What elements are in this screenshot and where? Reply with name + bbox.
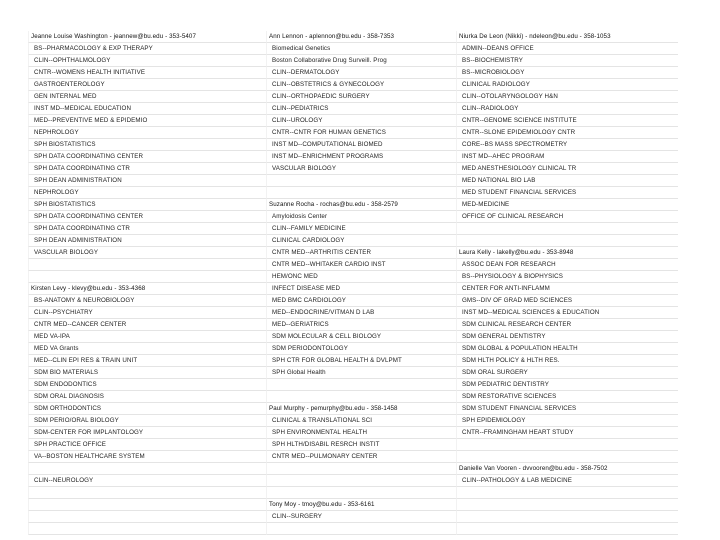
department-cell: MED ANESTHESIOLOGY CLINICAL TR [456, 163, 678, 175]
department-cell: CLIN--SURGERY [266, 511, 456, 523]
department-cell: MED BMC CARDIOLOGY [266, 295, 456, 307]
empty-cell [266, 175, 456, 187]
department-cell: CNTR MED--WHITAKER CARDIO INST [266, 259, 456, 271]
department-cell: MED-MEDICINE [456, 199, 678, 211]
department-cell: SDM ORAL DIAGNOSIS [28, 391, 266, 403]
empty-cell [28, 499, 266, 511]
department-cell: SDM PERIODONTOLOGY [266, 343, 456, 355]
department-cell: BS--PHARMACOLOGY & EXP THERAPY [28, 43, 266, 55]
empty-cell [28, 271, 266, 283]
department-cell: INST MD--MEDICAL SCIENCES & EDUCATION [456, 307, 678, 319]
empty-cell [456, 451, 678, 463]
department-cell: Boston Collaborative Drug Surveill. Prog [266, 55, 456, 67]
empty-cell [456, 223, 678, 235]
department-cell: SPH DATA COORDINATING CENTER [28, 211, 266, 223]
department-cell: CLINICAL & TRANSLATIONAL SCI [266, 415, 456, 427]
department-cell: MED--CLIN EPI RES & TRAIN UNIT [28, 355, 266, 367]
department-cell: BS--PHYSIOLOGY & BIOPHYSICS [456, 271, 678, 283]
department-cell: ADMIN--DEANS OFFICE [456, 43, 678, 55]
department-cell: SDM RESTORATIVE SCIENCES [456, 391, 678, 403]
department-cell: INST MD--AHEC PROGRAM [456, 151, 678, 163]
department-cell: SDM-CENTER FOR IMPLANTOLOGY [28, 427, 266, 439]
department-cell: INST MD--MEDICAL EDUCATION [28, 103, 266, 115]
department-cell: CLIN--OTOLARYNGOLOGY H&N [456, 91, 678, 103]
department-cell: MED--ENDOCRINE/VITMAN D LAB [266, 307, 456, 319]
empty-cell [266, 463, 456, 475]
department-cell: SDM GLOBAL & POPULATION HEALTH [456, 343, 678, 355]
department-cell: VASCULAR BIOLOGY [28, 247, 266, 259]
department-cell: SDM PERIO/ORAL BIOLOGY [28, 415, 266, 427]
department-cell: CLIN--OPHTHALMOLOGY [28, 55, 266, 67]
department-cell: SPH CTR FOR GLOBAL HEALTH & DVLPMT [266, 355, 456, 367]
department-cell: MED NATIONAL BIO LAB [456, 175, 678, 187]
empty-cell [266, 187, 456, 199]
department-cell: CLINICAL RADIOLOGY [456, 79, 678, 91]
contact-header: Laura Kelly - lakelly@bu.edu - 353-8948 [456, 247, 678, 259]
department-cell: CLIN--PEDIATRICS [266, 103, 456, 115]
department-cell: CNTR MED--CANCER CENTER [28, 319, 266, 331]
empty-cell [266, 523, 456, 535]
department-cell: VA--BOSTON HEALTHCARE SYSTEM [28, 451, 266, 463]
contact-grid [28, 31, 678, 535]
department-cell: SDM PEDIATRIC DENTISTRY [456, 379, 678, 391]
department-cell: Biomedical Genetics [266, 43, 456, 55]
department-cell: SPH DEAN ADMINISTRATION [28, 235, 266, 247]
department-cell: VASCULAR BIOLOGY [266, 163, 456, 175]
department-cell: CNTR--WOMENS HEALTH INITIATIVE [28, 67, 266, 79]
department-cell: MED--PREVENTIVE MED & EPIDEMIO [28, 115, 266, 127]
department-cell: CLIN--PATHOLOGY & LAB MEDICINE [456, 475, 678, 487]
department-cell: CNTR--GENOME SCIENCE INSTITUTE [456, 115, 678, 127]
empty-cell [456, 235, 678, 247]
empty-cell [266, 391, 456, 403]
department-cell: NEPHROLOGY [28, 187, 266, 199]
contact-header: Tony Moy - tmoy@bu.edu - 353-6161 [266, 499, 456, 511]
department-cell: INST MD--COMPUTATIONAL BIOMED [266, 139, 456, 151]
department-cell: CNTR MED--ARTHRITIS CENTER [266, 247, 456, 259]
empty-cell [28, 259, 266, 271]
department-cell: SPH HLTH/DISABIL RESRCH INSTIT [266, 439, 456, 451]
department-cell: BS-ANATOMY & NEUROBIOLOGY [28, 295, 266, 307]
department-cell: CLIN--UROLOGY [266, 115, 456, 127]
department-cell: SPH ENVIRONMENTAL HEALTH [266, 427, 456, 439]
department-cell: INST MD--ENRICHMENT PROGRAMS [266, 151, 456, 163]
department-cell: CNTR--SLONE EPIDEMIOLOGY CNTR [456, 127, 678, 139]
department-cell: ASSOC DEAN FOR RESEARCH [456, 259, 678, 271]
department-cell: GEN INTERNAL MED [28, 91, 266, 103]
department-cell: INFECT DISEASE MED [266, 283, 456, 295]
empty-cell [456, 511, 678, 523]
empty-cell [28, 463, 266, 475]
department-cell: HEM/ONC MED [266, 271, 456, 283]
department-cell: MED VA-IPA [28, 331, 266, 343]
department-cell: GMS--DIV OF GRAD MED SCIENCES [456, 295, 678, 307]
department-cell: SDM CLINICAL RESEARCH CENTER [456, 319, 678, 331]
department-cell: SDM MOLECULAR & CELL BIOLOGY [266, 331, 456, 343]
department-cell: SDM BIO MATERIALS [28, 367, 266, 379]
contact-header: Jeanne Louise Washington - jeannew@bu.edu - 353-5407 [28, 31, 266, 43]
department-cell: SPH DATA COORDINATING CTR [28, 223, 266, 235]
contact-header: Ann Lennon - aplennon@bu.edu - 358-7353 [266, 31, 456, 43]
department-cell: CLIN--FAMILY MEDICINE [266, 223, 456, 235]
department-cell: SPH Global Health [266, 367, 456, 379]
department-cell: CLIN--NEUROLOGY [28, 475, 266, 487]
department-cell: SPH DATA COORDINATING CTR [28, 163, 266, 175]
department-cell: SPH DEAN ADMINISTRATION [28, 175, 266, 187]
empty-cell [266, 487, 456, 499]
department-cell: OFFICE OF CLINICAL RESEARCH [456, 211, 678, 223]
contact-header: Niurka De Leon (Nikki) - ndeleon@bu.edu - 358-1053 [456, 31, 678, 43]
department-cell: SDM STUDENT FINANCIAL SERVICES [456, 403, 678, 415]
contact-header: Paul Murphy - pemurphy@bu.edu - 358-1458 [266, 403, 456, 415]
department-cell: SPH DATA COORDINATING CENTER [28, 151, 266, 163]
department-cell: CLIN--OBSTETRICS & GYNECOLOGY [266, 79, 456, 91]
contact-header: Danielle Van Vooren - dvvooren@bu.edu - 358-7502 [456, 463, 678, 475]
empty-cell [28, 487, 266, 499]
department-cell: CNTR MED--PULMONARY CENTER [266, 451, 456, 463]
contact-header: Kirsten Levy - klevy@bu.edu - 353-4368 [28, 283, 266, 295]
department-cell: CLIN--ORTHOPAEDIC SURGERY [266, 91, 456, 103]
department-cell: SPH EPIDEMIOLOGY [456, 415, 678, 427]
department-cell: MED STUDENT FINANCIAL SERVICES [456, 187, 678, 199]
department-cell: SPH PRACTICE OFFICE [28, 439, 266, 451]
department-cell: BS--BIOCHEMISTRY [456, 55, 678, 67]
empty-cell [456, 523, 678, 535]
empty-cell [266, 475, 456, 487]
empty-cell [456, 439, 678, 451]
department-cell: SPH BIOSTATISTICS [28, 199, 266, 211]
department-cell: CLIN--PSYCHIATRY [28, 307, 266, 319]
department-cell: GASTROENTEROLOGY [28, 79, 266, 91]
empty-cell [266, 379, 456, 391]
department-cell: CLIN--DERMATOLOGY [266, 67, 456, 79]
department-cell: SDM HLTH POLICY & HLTH RES. [456, 355, 678, 367]
empty-cell [456, 499, 678, 511]
department-cell: CORE--BS MASS SPECTROMETRY [456, 139, 678, 151]
department-cell: NEPHROLOGY [28, 127, 266, 139]
department-cell: SDM ORAL SURGERY [456, 367, 678, 379]
department-cell: CNTR--CNTR FOR HUMAN GENETICS [266, 127, 456, 139]
department-cell: CLIN--RADIOLOGY [456, 103, 678, 115]
empty-cell [28, 523, 266, 535]
department-cell: SPH BIOSTATISTICS [28, 139, 266, 151]
department-cell: SDM ORTHODONTICS [28, 403, 266, 415]
department-cell: CLINICAL CARDIOLOGY [266, 235, 456, 247]
department-cell: MED--GERIATRICS [266, 319, 456, 331]
department-cell: SDM ENDODONTICS [28, 379, 266, 391]
empty-cell [28, 511, 266, 523]
empty-cell [456, 487, 678, 499]
department-cell: SDM GENERAL DENTISTRY [456, 331, 678, 343]
department-cell: CNTR--FRAMINGHAM HEART STUDY [456, 427, 678, 439]
department-cell: Amyloidosis Center [266, 211, 456, 223]
department-cell: MED VA Grants [28, 343, 266, 355]
department-cell: CENTER FOR ANTI-INFLAMM [456, 283, 678, 295]
contact-header: Suzanne Rocha - rochas@bu.edu - 358-2579 [266, 199, 456, 211]
department-cell: BS--MICROBIOLOGY [456, 67, 678, 79]
